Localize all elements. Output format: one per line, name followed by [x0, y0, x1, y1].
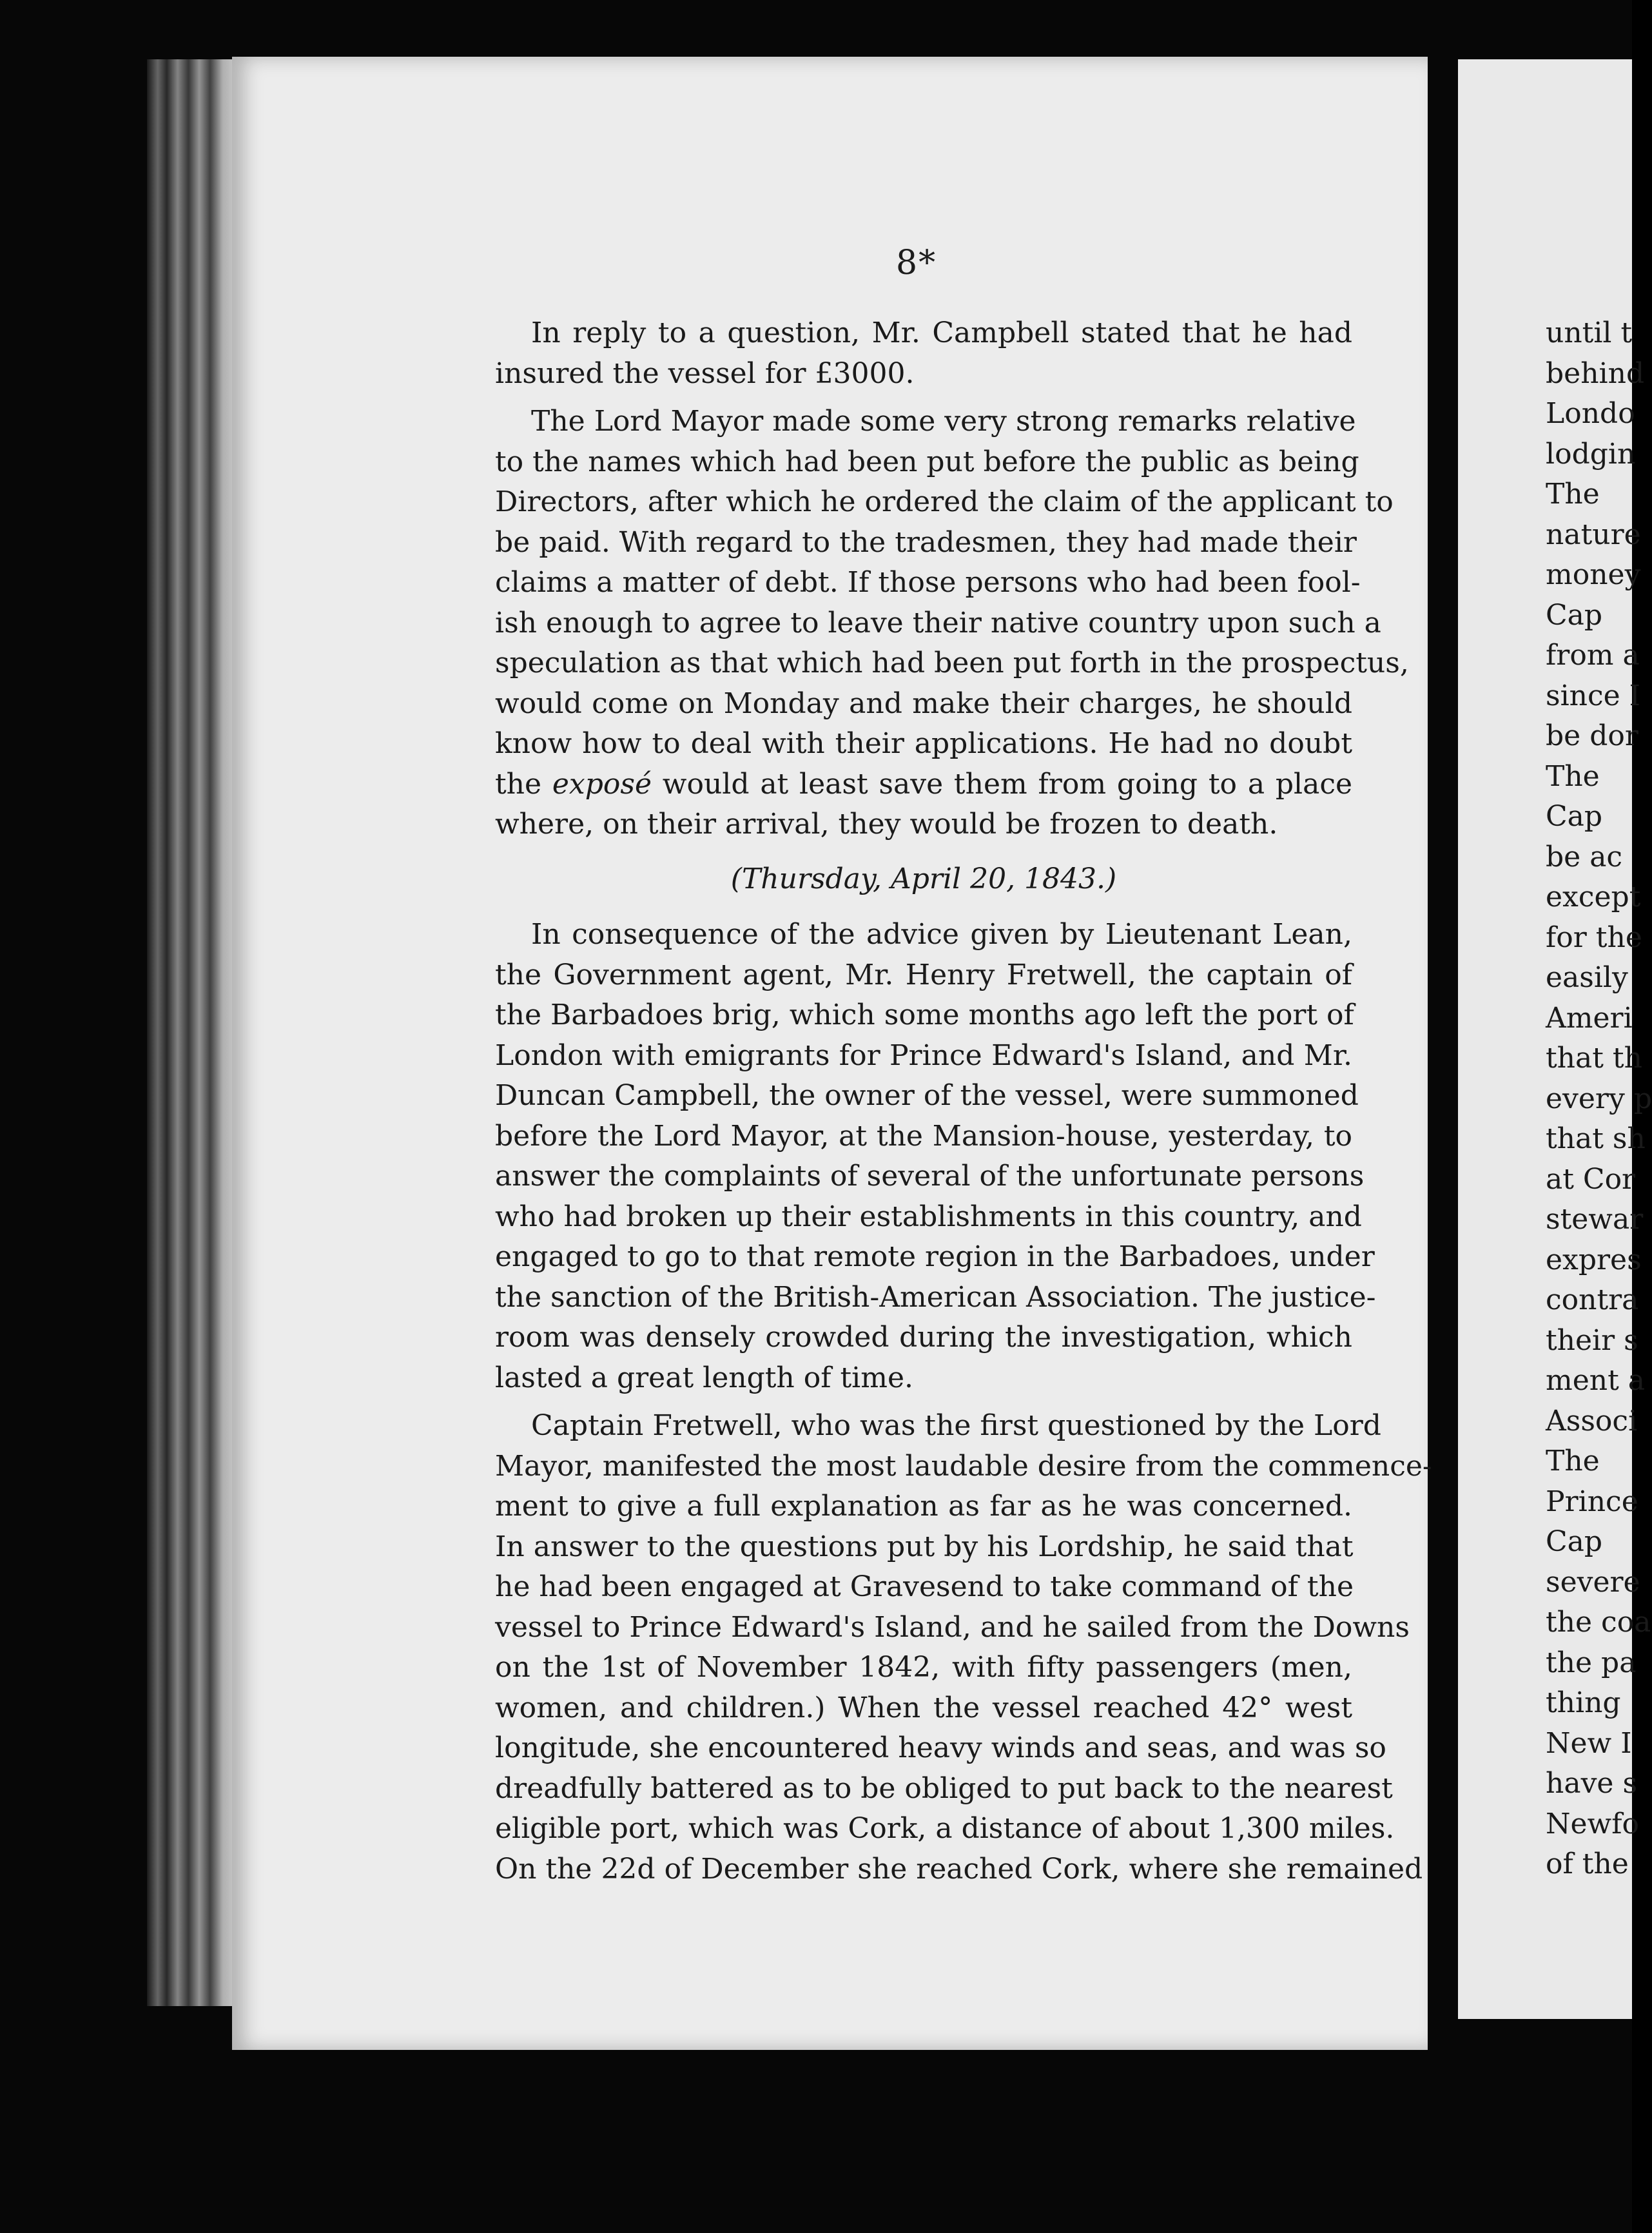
right-page-line-fragment: Cap	[1546, 1525, 1603, 1558]
right-page-line-fragment: contra	[1546, 1283, 1639, 1316]
date-heading: (Thursday, April 20, 1843.)	[730, 862, 1117, 895]
text-line: be paid. With regard to the tradesmen, they had made their	[495, 525, 1357, 559]
right-page-line-fragment: Ameri	[1546, 1001, 1633, 1035]
right-page-line-fragment: The	[1546, 759, 1600, 793]
text-line: the sanction of the British-American Association. The justice-	[495, 1280, 1376, 1314]
right-page-line-fragment: thing	[1546, 1686, 1621, 1719]
right-page-line-fragment: ment a	[1546, 1364, 1645, 1397]
right-page-line-fragment: be ac	[1546, 840, 1623, 873]
right-page-line-fragment: from a	[1546, 639, 1640, 672]
text-line: women, and children.) When the vessel reached 42° west	[495, 1691, 1352, 1724]
right-page-line-fragment: stewar	[1546, 1203, 1644, 1236]
right-page-line-fragment: that sh	[1546, 1122, 1646, 1155]
right-page-line-fragment: for the	[1546, 921, 1642, 954]
text-line: insured the vessel for £3000.	[495, 356, 915, 390]
right-page-line-fragment: Londo	[1546, 397, 1635, 430]
text-line: The Lord Mayor made some very strong remarks relative	[531, 405, 1356, 438]
text-line: Captain Fretwell, who was the first questioned by the Lord	[531, 1409, 1381, 1442]
text-line: the Barbadoes brig, which some months ago left the port of	[495, 999, 1354, 1031]
right-page-line-fragment: behind	[1546, 356, 1645, 390]
right-page-line-fragment: expres	[1546, 1243, 1642, 1276]
text-line: In consequence of the advice given by Lieutenant Lean,	[531, 918, 1352, 951]
text-line: speculation as that which had been put forth in the prospectus,	[495, 647, 1409, 679]
text-line: vessel to Prince Edward's Island, and he sailed from the Downs	[495, 1610, 1410, 1644]
book-gutter	[147, 59, 237, 2006]
text-line: to the names which had been put before the public as being	[495, 445, 1359, 478]
text-line: room was densely crowded during the investigation, which	[495, 1321, 1352, 1354]
right-page-line-fragment: of the	[1546, 1848, 1629, 1880]
right-page-line-fragment: Cap	[1546, 598, 1603, 632]
right-page-line-fragment: severe	[1546, 1565, 1640, 1599]
text-line: In reply to a question, Mr. Campbell stated that he had	[531, 317, 1352, 349]
text-line: longitude, she encountered heavy winds and seas, and was so	[495, 1731, 1386, 1764]
text-line: Duncan Campbell, the owner of the vessel, were summoned	[495, 1079, 1359, 1112]
right-page-line-fragment: Newfo	[1546, 1807, 1639, 1840]
right-page-line-fragment: Associ	[1546, 1404, 1638, 1438]
text-line: In answer to the questions put by his Lordship, he said that	[495, 1530, 1354, 1563]
text-line: the exposé would at least save them from going to a place	[495, 767, 1353, 801]
right-page-line-fragment: lodgin	[1546, 437, 1636, 471]
right-page-line-fragment: at Cor	[1546, 1162, 1636, 1196]
right-page-line-fragment: the pa	[1546, 1646, 1637, 1679]
right-page-line-fragment: every p	[1546, 1082, 1652, 1115]
right-page-line-fragment: The	[1546, 1445, 1600, 1477]
text-line: Directors, after which he ordered the claim of the applicant to	[495, 485, 1394, 518]
right-page-line-fragment: be dor	[1546, 719, 1638, 752]
text-line: who had broken up their establishments in this country, and	[495, 1200, 1362, 1233]
text-line: ment to give a full explanation as far as he was concerned.	[495, 1490, 1352, 1523]
text-line: lasted a great length of time.	[495, 1361, 913, 1394]
page-text	[495, 313, 1432, 1889]
text-line: ish enough to agree to leave their native country upon such a	[495, 606, 1381, 639]
right-page-line-fragment: money	[1546, 558, 1641, 591]
right-page-line-fragment: Cap	[1546, 800, 1603, 833]
text-line: would come on Monday and make their charges, he should	[495, 687, 1352, 720]
right-page-line-fragment: easily	[1546, 961, 1628, 994]
text-line: dreadfully battered as to be obliged to put back to the nearest	[495, 1771, 1393, 1805]
right-page-line-fragment: nature	[1546, 518, 1641, 551]
right-page-line-fragment: New I	[1546, 1726, 1632, 1760]
text-line: London with emigrants for Prince Edward's Island, and Mr.	[495, 1038, 1352, 1072]
right-page-line-fragment: their s	[1546, 1323, 1638, 1357]
right-page-line-fragment: since I	[1546, 679, 1641, 712]
text-line: engaged to go to that remote region in the Barbadoes, under	[495, 1240, 1375, 1273]
text-line: before the Lord Mayor, at the Mansion-house, yesterday, to	[495, 1119, 1352, 1153]
text-line: Mayor, manifested the most laudable desire from the commence-	[495, 1449, 1432, 1483]
text-line: where, on their arrival, they would be frozen to death.	[495, 808, 1278, 841]
text-line: On the 22d of December she reached Cork, where she remained	[495, 1852, 1423, 1886]
text-line: claims a matter of debt. If those persons who had been fool-	[495, 566, 1361, 599]
right-page-line-fragment: until t	[1546, 317, 1633, 349]
right-page-line-fragment: that th	[1546, 1042, 1642, 1075]
text-line: eligible port, which was Cork, a distance of about 1,300 miles.	[495, 1812, 1395, 1845]
text-line: know how to deal with their applications. He had no doubt	[495, 727, 1352, 760]
text-line: the Government agent, Mr. Henry Fretwell, the captain of	[495, 958, 1352, 991]
text-line: he had been engaged at Gravesend to take command of the	[495, 1570, 1354, 1603]
right-page-line-fragment: have s	[1546, 1767, 1638, 1800]
text-line: on the 1st of November 1842, with fifty passengers (men,	[495, 1651, 1352, 1684]
right-page-line-fragment: The	[1546, 478, 1600, 511]
page-number: 8*	[896, 244, 937, 282]
right-page-line-fragment: Prince	[1546, 1485, 1638, 1518]
text-line: answer the complaints of several of the unfortunate persons	[495, 1160, 1365, 1193]
right-page-text-fragments	[1546, 313, 1652, 1885]
right-page-line-fragment: except	[1546, 881, 1641, 913]
right-page-line-fragment: the coa	[1546, 1606, 1651, 1639]
